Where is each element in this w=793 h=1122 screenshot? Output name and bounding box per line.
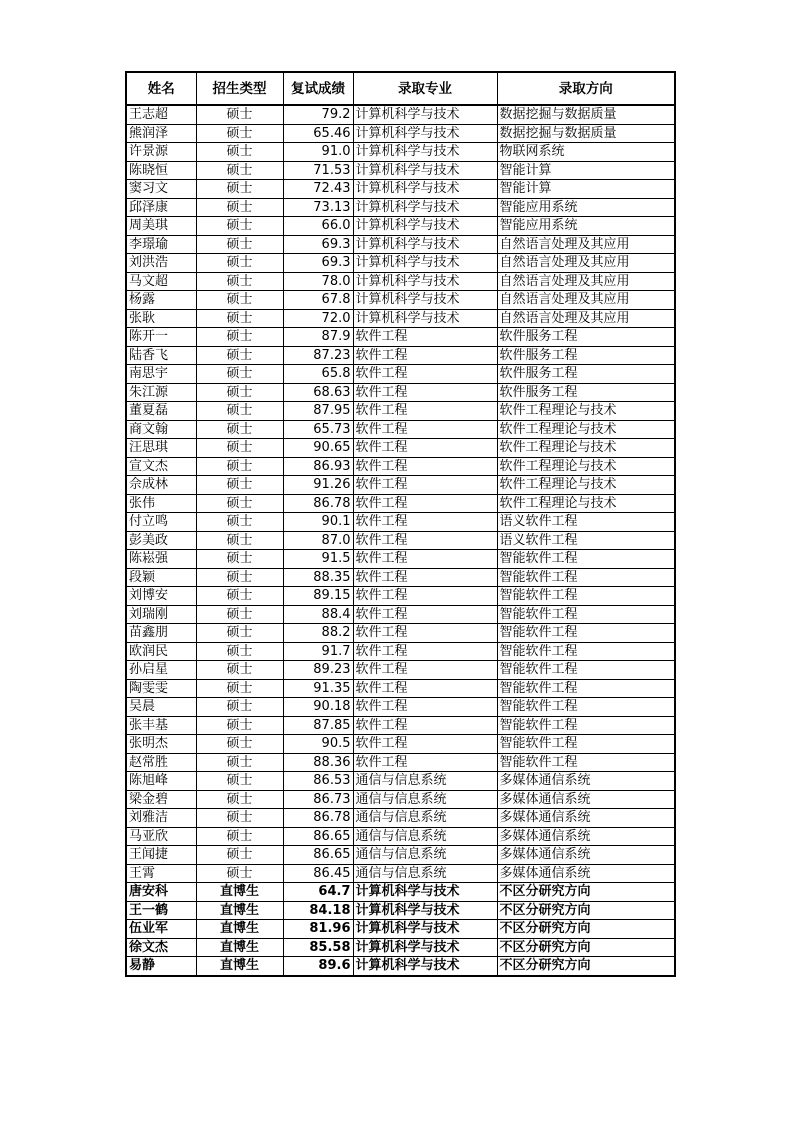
cell-direction: 语义软件工程 bbox=[497, 531, 675, 550]
table-row bbox=[126, 494, 675, 513]
cell-direction: 智能应用系统 bbox=[497, 198, 675, 217]
cell-type: 硕士 bbox=[196, 180, 283, 199]
cell-direction: 智能软件工程 bbox=[497, 753, 675, 772]
cell-type: 直博生 bbox=[196, 957, 283, 976]
table-row bbox=[126, 420, 675, 439]
cell-major: 计算机科学与技术 bbox=[353, 180, 497, 199]
table-row bbox=[126, 328, 675, 347]
cell-score: 65.8 bbox=[283, 365, 353, 384]
cell-score: 73.13 bbox=[283, 198, 353, 217]
cell-direction: 多媒体通信系统 bbox=[497, 864, 675, 883]
cell-type: 硕士 bbox=[196, 235, 283, 254]
cell-type: 硕士 bbox=[196, 587, 283, 606]
cell-name: 朱江源 bbox=[126, 383, 196, 402]
cell-name: 段颖 bbox=[126, 568, 196, 587]
cell-direction: 智能软件工程 bbox=[497, 587, 675, 606]
cell-direction: 软件工程理论与技术 bbox=[497, 402, 675, 421]
cell-score: 87.23 bbox=[283, 346, 353, 365]
cell-direction: 智能计算 bbox=[497, 161, 675, 180]
cell-direction: 不区分研究方向 bbox=[497, 920, 675, 939]
cell-direction: 智能软件工程 bbox=[497, 624, 675, 643]
table-row bbox=[126, 161, 675, 180]
cell-direction: 软件工程理论与技术 bbox=[497, 476, 675, 495]
cell-score: 64.7 bbox=[283, 883, 353, 902]
cell-name: 付立鸣 bbox=[126, 513, 196, 532]
cell-score: 86.78 bbox=[283, 809, 353, 828]
cell-name: 陈开一 bbox=[126, 328, 196, 347]
cell-direction: 多媒体通信系统 bbox=[497, 827, 675, 846]
cell-name: 吴晨 bbox=[126, 698, 196, 717]
cell-major: 软件工程 bbox=[353, 402, 497, 421]
cell-type: 硕士 bbox=[196, 753, 283, 772]
cell-type: 直博生 bbox=[196, 920, 283, 939]
cell-direction: 软件服务工程 bbox=[497, 365, 675, 384]
cell-score: 65.73 bbox=[283, 420, 353, 439]
table-row bbox=[126, 624, 675, 643]
cell-direction: 数据挖掘与数据质量 bbox=[497, 105, 675, 124]
cell-type: 硕士 bbox=[196, 439, 283, 458]
cell-direction: 不区分研究方向 bbox=[497, 957, 675, 976]
table-row bbox=[126, 217, 675, 236]
cell-direction: 智能软件工程 bbox=[497, 679, 675, 698]
cell-score: 78.0 bbox=[283, 272, 353, 291]
cell-type: 硕士 bbox=[196, 420, 283, 439]
cell-score: 88.2 bbox=[283, 624, 353, 643]
cell-name: 孙启星 bbox=[126, 661, 196, 680]
cell-name: 马文超 bbox=[126, 272, 196, 291]
cell-major: 软件工程 bbox=[353, 513, 497, 532]
cell-name: 周美琪 bbox=[126, 217, 196, 236]
header-name: 姓名 bbox=[126, 72, 196, 105]
cell-direction: 智能软件工程 bbox=[497, 605, 675, 624]
cell-type: 硕士 bbox=[196, 790, 283, 809]
cell-score: 88.36 bbox=[283, 753, 353, 772]
cell-major: 软件工程 bbox=[353, 698, 497, 717]
cell-score: 90.1 bbox=[283, 513, 353, 532]
table-row bbox=[126, 790, 675, 809]
table-row bbox=[126, 531, 675, 550]
cell-name: 佘成林 bbox=[126, 476, 196, 495]
cell-score: 89.15 bbox=[283, 587, 353, 606]
table-row bbox=[126, 642, 675, 661]
cell-major: 软件工程 bbox=[353, 550, 497, 569]
cell-name: 梁金碧 bbox=[126, 790, 196, 809]
cell-direction: 智能计算 bbox=[497, 180, 675, 199]
cell-type: 硕士 bbox=[196, 864, 283, 883]
cell-major: 软件工程 bbox=[353, 735, 497, 754]
cell-major: 计算机科学与技术 bbox=[353, 957, 497, 976]
cell-name: 邱泽康 bbox=[126, 198, 196, 217]
cell-direction: 软件工程理论与技术 bbox=[497, 457, 675, 476]
cell-major: 计算机科学与技术 bbox=[353, 272, 497, 291]
cell-score: 84.18 bbox=[283, 901, 353, 920]
cell-name: 汪思琪 bbox=[126, 439, 196, 458]
cell-major: 软件工程 bbox=[353, 679, 497, 698]
cell-major: 计算机科学与技术 bbox=[353, 235, 497, 254]
cell-score: 89.6 bbox=[283, 957, 353, 976]
cell-direction: 软件工程理论与技术 bbox=[497, 494, 675, 513]
cell-major: 计算机科学与技术 bbox=[353, 161, 497, 180]
cell-direction: 智能软件工程 bbox=[497, 716, 675, 735]
cell-direction: 多媒体通信系统 bbox=[497, 809, 675, 828]
table-row bbox=[126, 661, 675, 680]
table-row bbox=[126, 383, 675, 402]
cell-type: 硕士 bbox=[196, 476, 283, 495]
cell-type: 硕士 bbox=[196, 735, 283, 754]
table-row bbox=[126, 513, 675, 532]
cell-score: 81.96 bbox=[283, 920, 353, 939]
cell-type: 硕士 bbox=[196, 402, 283, 421]
table-row bbox=[126, 402, 675, 421]
cell-score: 71.53 bbox=[283, 161, 353, 180]
cell-type: 硕士 bbox=[196, 254, 283, 273]
cell-direction: 自然语言处理及其应用 bbox=[497, 235, 675, 254]
cell-major: 计算机科学与技术 bbox=[353, 105, 497, 124]
table-row bbox=[126, 143, 675, 162]
cell-name: 王闻捷 bbox=[126, 846, 196, 865]
cell-type: 硕士 bbox=[196, 809, 283, 828]
admission-table bbox=[125, 71, 676, 977]
cell-name: 刘瑞刚 bbox=[126, 605, 196, 624]
cell-score: 86.53 bbox=[283, 772, 353, 791]
cell-major: 软件工程 bbox=[353, 494, 497, 513]
table-row bbox=[126, 938, 675, 957]
cell-major: 软件工程 bbox=[353, 624, 497, 643]
table-row bbox=[126, 698, 675, 717]
cell-score: 87.0 bbox=[283, 531, 353, 550]
header-row bbox=[126, 72, 675, 105]
cell-major: 通信与信息系统 bbox=[353, 772, 497, 791]
cell-type: 硕士 bbox=[196, 198, 283, 217]
table-row bbox=[126, 901, 675, 920]
table-row bbox=[126, 439, 675, 458]
cell-type: 硕士 bbox=[196, 328, 283, 347]
cell-name: 苗鑫朋 bbox=[126, 624, 196, 643]
cell-score: 90.65 bbox=[283, 439, 353, 458]
table-row bbox=[126, 235, 675, 254]
cell-name: 王霄 bbox=[126, 864, 196, 883]
cell-type: 硕士 bbox=[196, 365, 283, 384]
cell-type: 硕士 bbox=[196, 291, 283, 310]
header-type: 招生类型 bbox=[196, 72, 283, 105]
cell-major: 软件工程 bbox=[353, 568, 497, 587]
cell-type: 硕士 bbox=[196, 716, 283, 735]
cell-direction: 软件服务工程 bbox=[497, 346, 675, 365]
header-major: 录取专业 bbox=[353, 72, 497, 105]
table-body bbox=[126, 105, 675, 976]
cell-name: 陶雯雯 bbox=[126, 679, 196, 698]
cell-name: 伍业军 bbox=[126, 920, 196, 939]
cell-major: 软件工程 bbox=[353, 439, 497, 458]
cell-name: 欧润民 bbox=[126, 642, 196, 661]
table-row bbox=[126, 772, 675, 791]
table-row bbox=[126, 957, 675, 976]
cell-major: 软件工程 bbox=[353, 531, 497, 550]
cell-major: 计算机科学与技术 bbox=[353, 143, 497, 162]
cell-name: 刘洪浩 bbox=[126, 254, 196, 273]
cell-name: 刘博安 bbox=[126, 587, 196, 606]
header-direction: 录取方向 bbox=[497, 72, 675, 105]
cell-score: 86.65 bbox=[283, 846, 353, 865]
cell-score: 86.78 bbox=[283, 494, 353, 513]
table-row bbox=[126, 735, 675, 754]
cell-type: 硕士 bbox=[196, 772, 283, 791]
cell-score: 89.23 bbox=[283, 661, 353, 680]
cell-score: 67.8 bbox=[283, 291, 353, 310]
cell-direction: 多媒体通信系统 bbox=[497, 846, 675, 865]
cell-type: 硕士 bbox=[196, 531, 283, 550]
cell-major: 软件工程 bbox=[353, 587, 497, 606]
cell-major: 计算机科学与技术 bbox=[353, 254, 497, 273]
table-row bbox=[126, 254, 675, 273]
table-row bbox=[126, 753, 675, 772]
cell-major: 软件工程 bbox=[353, 420, 497, 439]
table-row bbox=[126, 476, 675, 495]
cell-type: 硕士 bbox=[196, 161, 283, 180]
table-row bbox=[126, 346, 675, 365]
cell-major: 计算机科学与技术 bbox=[353, 217, 497, 236]
cell-major: 软件工程 bbox=[353, 642, 497, 661]
cell-name: 陈旭峰 bbox=[126, 772, 196, 791]
cell-score: 91.26 bbox=[283, 476, 353, 495]
cell-name: 董夏磊 bbox=[126, 402, 196, 421]
cell-major: 软件工程 bbox=[353, 753, 497, 772]
cell-direction: 不区分研究方向 bbox=[497, 901, 675, 920]
cell-score: 87.85 bbox=[283, 716, 353, 735]
cell-type: 硕士 bbox=[196, 217, 283, 236]
cell-score: 86.45 bbox=[283, 864, 353, 883]
cell-major: 通信与信息系统 bbox=[353, 790, 497, 809]
cell-major: 计算机科学与技术 bbox=[353, 920, 497, 939]
cell-type: 硕士 bbox=[196, 846, 283, 865]
cell-score: 72.43 bbox=[283, 180, 353, 199]
cell-type: 直博生 bbox=[196, 883, 283, 902]
cell-score: 86.73 bbox=[283, 790, 353, 809]
cell-major: 软件工程 bbox=[353, 328, 497, 347]
cell-score: 86.93 bbox=[283, 457, 353, 476]
cell-type: 硕士 bbox=[196, 309, 283, 328]
cell-name: 南思宇 bbox=[126, 365, 196, 384]
cell-type: 硕士 bbox=[196, 698, 283, 717]
cell-type: 硕士 bbox=[196, 642, 283, 661]
cell-name: 张耿 bbox=[126, 309, 196, 328]
table-row bbox=[126, 827, 675, 846]
cell-major: 软件工程 bbox=[353, 365, 497, 384]
cell-name: 徐文杰 bbox=[126, 938, 196, 957]
table-row bbox=[126, 105, 675, 124]
cell-direction: 自然语言处理及其应用 bbox=[497, 254, 675, 273]
cell-direction: 智能软件工程 bbox=[497, 550, 675, 569]
cell-name: 易静 bbox=[126, 957, 196, 976]
cell-major: 软件工程 bbox=[353, 457, 497, 476]
table-row bbox=[126, 864, 675, 883]
cell-direction: 智能软件工程 bbox=[497, 568, 675, 587]
cell-direction: 不区分研究方向 bbox=[497, 938, 675, 957]
cell-name: 王志超 bbox=[126, 105, 196, 124]
cell-direction: 数据挖掘与数据质量 bbox=[497, 124, 675, 143]
cell-direction: 智能应用系统 bbox=[497, 217, 675, 236]
cell-major: 计算机科学与技术 bbox=[353, 124, 497, 143]
cell-major: 计算机科学与技术 bbox=[353, 198, 497, 217]
cell-name: 熊润泽 bbox=[126, 124, 196, 143]
table-row bbox=[126, 365, 675, 384]
cell-major: 计算机科学与技术 bbox=[353, 938, 497, 957]
table-row bbox=[126, 605, 675, 624]
cell-name: 唐安科 bbox=[126, 883, 196, 902]
cell-score: 88.35 bbox=[283, 568, 353, 587]
cell-direction: 软件服务工程 bbox=[497, 328, 675, 347]
cell-major: 软件工程 bbox=[353, 476, 497, 495]
cell-direction: 软件工程理论与技术 bbox=[497, 439, 675, 458]
cell-score: 90.18 bbox=[283, 698, 353, 717]
cell-score: 86.65 bbox=[283, 827, 353, 846]
table-row bbox=[126, 457, 675, 476]
cell-direction: 不区分研究方向 bbox=[497, 883, 675, 902]
cell-type: 硕士 bbox=[196, 346, 283, 365]
cell-direction: 智能软件工程 bbox=[497, 642, 675, 661]
cell-direction: 智能软件工程 bbox=[497, 735, 675, 754]
table-row bbox=[126, 291, 675, 310]
table-row bbox=[126, 198, 675, 217]
cell-score: 87.95 bbox=[283, 402, 353, 421]
cell-name: 陆香飞 bbox=[126, 346, 196, 365]
header-score: 复试成绩 bbox=[283, 72, 353, 105]
cell-type: 硕士 bbox=[196, 124, 283, 143]
cell-type: 硕士 bbox=[196, 661, 283, 680]
cell-direction: 多媒体通信系统 bbox=[497, 772, 675, 791]
cell-score: 91.5 bbox=[283, 550, 353, 569]
cell-major: 软件工程 bbox=[353, 346, 497, 365]
cell-score: 69.3 bbox=[283, 254, 353, 273]
cell-major: 软件工程 bbox=[353, 661, 497, 680]
cell-score: 91.35 bbox=[283, 679, 353, 698]
table-row bbox=[126, 309, 675, 328]
cell-score: 91.0 bbox=[283, 143, 353, 162]
cell-name: 陈晓恒 bbox=[126, 161, 196, 180]
cell-name: 彭美政 bbox=[126, 531, 196, 550]
cell-type: 硕士 bbox=[196, 457, 283, 476]
table-row bbox=[126, 272, 675, 291]
cell-name: 张明杰 bbox=[126, 735, 196, 754]
table-row bbox=[126, 846, 675, 865]
cell-name: 许景源 bbox=[126, 143, 196, 162]
cell-name: 赵常胜 bbox=[126, 753, 196, 772]
cell-type: 硕士 bbox=[196, 513, 283, 532]
cell-score: 90.5 bbox=[283, 735, 353, 754]
cell-name: 杨露 bbox=[126, 291, 196, 310]
cell-type: 硕士 bbox=[196, 568, 283, 587]
cell-direction: 物联网系统 bbox=[497, 143, 675, 162]
cell-type: 硕士 bbox=[196, 105, 283, 124]
cell-score: 68.63 bbox=[283, 383, 353, 402]
cell-score: 87.9 bbox=[283, 328, 353, 347]
table-row bbox=[126, 568, 675, 587]
table-row bbox=[126, 180, 675, 199]
cell-type: 硕士 bbox=[196, 624, 283, 643]
cell-major: 软件工程 bbox=[353, 605, 497, 624]
cell-type: 硕士 bbox=[196, 383, 283, 402]
cell-score: 65.46 bbox=[283, 124, 353, 143]
cell-major: 计算机科学与技术 bbox=[353, 883, 497, 902]
cell-direction: 自然语言处理及其应用 bbox=[497, 272, 675, 291]
table-row bbox=[126, 920, 675, 939]
cell-direction: 自然语言处理及其应用 bbox=[497, 309, 675, 328]
cell-name: 马亚欣 bbox=[126, 827, 196, 846]
cell-score: 79.2 bbox=[283, 105, 353, 124]
cell-major: 计算机科学与技术 bbox=[353, 291, 497, 310]
cell-direction: 软件工程理论与技术 bbox=[497, 420, 675, 439]
cell-type: 硕士 bbox=[196, 494, 283, 513]
cell-name: 宣文杰 bbox=[126, 457, 196, 476]
cell-major: 计算机科学与技术 bbox=[353, 309, 497, 328]
cell-name: 商文翰 bbox=[126, 420, 196, 439]
cell-major: 软件工程 bbox=[353, 383, 497, 402]
cell-type: 硕士 bbox=[196, 550, 283, 569]
cell-direction: 多媒体通信系统 bbox=[497, 790, 675, 809]
cell-type: 硕士 bbox=[196, 272, 283, 291]
table-row bbox=[126, 809, 675, 828]
cell-score: 88.4 bbox=[283, 605, 353, 624]
cell-score: 66.0 bbox=[283, 217, 353, 236]
cell-name: 刘雅洁 bbox=[126, 809, 196, 828]
table-row bbox=[126, 679, 675, 698]
cell-major: 计算机科学与技术 bbox=[353, 901, 497, 920]
table-row bbox=[126, 587, 675, 606]
cell-score: 69.3 bbox=[283, 235, 353, 254]
cell-major: 通信与信息系统 bbox=[353, 864, 497, 883]
cell-name: 窦习文 bbox=[126, 180, 196, 199]
cell-direction: 自然语言处理及其应用 bbox=[497, 291, 675, 310]
cell-direction: 智能软件工程 bbox=[497, 661, 675, 680]
cell-type: 硕士 bbox=[196, 679, 283, 698]
table-row bbox=[126, 550, 675, 569]
table-row bbox=[126, 716, 675, 735]
cell-direction: 软件服务工程 bbox=[497, 383, 675, 402]
cell-direction: 语义软件工程 bbox=[497, 513, 675, 532]
cell-type: 硕士 bbox=[196, 605, 283, 624]
cell-major: 通信与信息系统 bbox=[353, 827, 497, 846]
cell-type: 直博生 bbox=[196, 938, 283, 957]
cell-score: 72.0 bbox=[283, 309, 353, 328]
cell-direction: 智能软件工程 bbox=[497, 698, 675, 717]
cell-major: 通信与信息系统 bbox=[353, 846, 497, 865]
cell-type: 直博生 bbox=[196, 901, 283, 920]
cell-major: 通信与信息系统 bbox=[353, 809, 497, 828]
cell-type: 硕士 bbox=[196, 827, 283, 846]
table-row bbox=[126, 124, 675, 143]
cell-name: 王一鹤 bbox=[126, 901, 196, 920]
cell-name: 陈崧强 bbox=[126, 550, 196, 569]
cell-name: 张伟 bbox=[126, 494, 196, 513]
table-row bbox=[126, 883, 675, 902]
cell-major: 软件工程 bbox=[353, 716, 497, 735]
cell-score: 91.7 bbox=[283, 642, 353, 661]
cell-type: 硕士 bbox=[196, 143, 283, 162]
cell-score: 85.58 bbox=[283, 938, 353, 957]
cell-name: 张丰基 bbox=[126, 716, 196, 735]
cell-name: 李璟瑜 bbox=[126, 235, 196, 254]
